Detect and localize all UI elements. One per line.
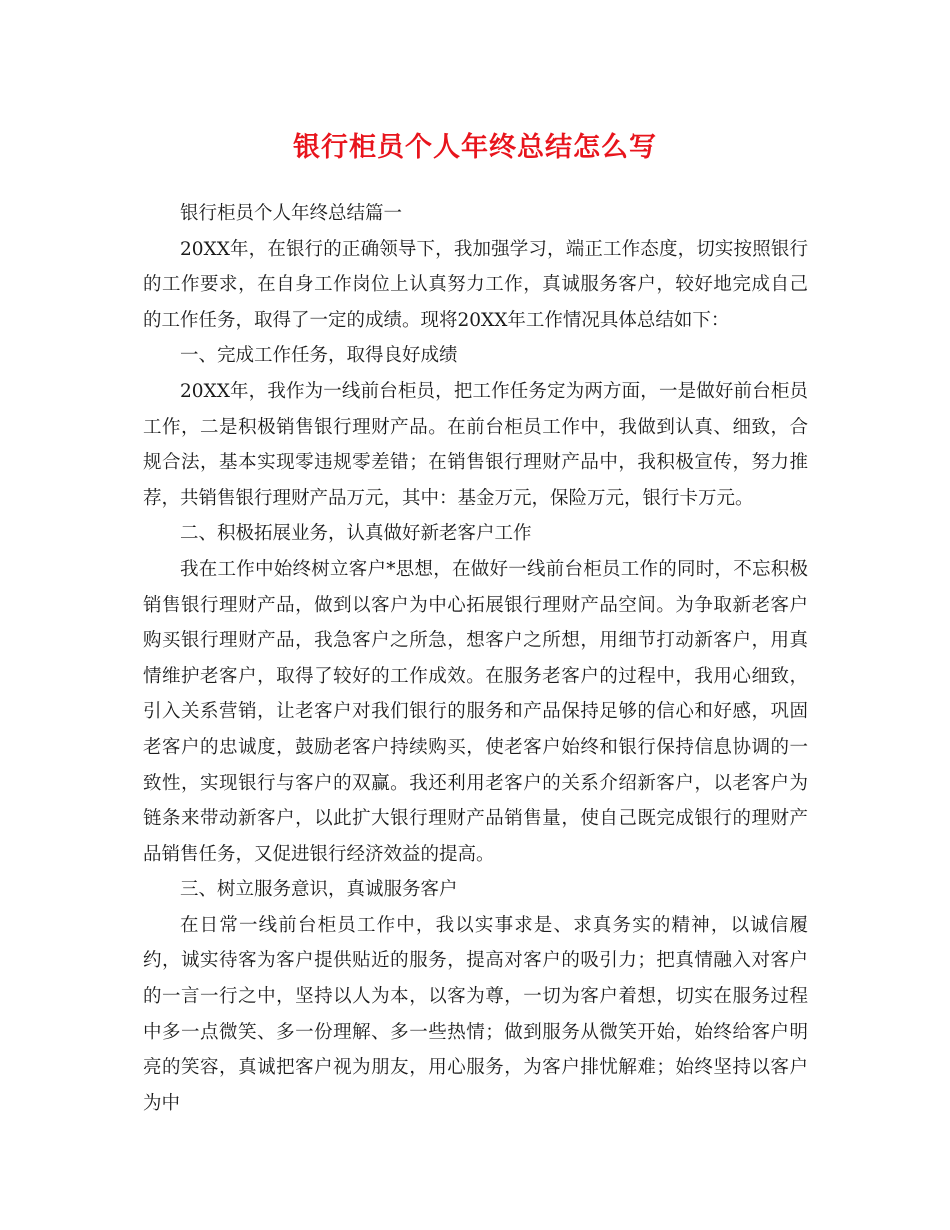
paragraph-heading-3: 三、树立服务意识，真诚服务客户 — [180, 879, 458, 901]
paragraph-heading-2: 二、积极拓展业务，认真做好新老客户工作 — [180, 523, 532, 545]
document-title: 银行柜员个人年终总结怎么写 — [293, 132, 657, 163]
paragraph-body-2: 我在工作中始终树立客户*思想，在做好一线前台柜员工作的同时，不忘积极销售银行理财产品，做到以客户为中心拓展银行理财产品空间。为争取新老客户购买银行理财产品，我急客户之所急，想客户之所想，用细节打动新客户，用真情维护老客户，取得了较好的工作成效。在服务老客户的过程中，我用心细致，引入关系营销，让老客户对我们银行的服务和产品保持足够的信心和好感，巩固老客户的忠诚度，鼓励老客户持续购买，使老客户始终和银行保持信息协调的一致性，实现银行与客户的双赢。我还利用老客户的关系介绍新客户，以老客户为链条来带动新客户，以此扩大银行理财产品销售量，使自己既完成银行的理财产品销售任务，又促进银行经济效益的提高。 — [143, 558, 808, 865]
paragraph-section-heading: 银行柜员个人年终总结篇一 — [180, 203, 403, 224]
paragraph-heading-1: 一、完成工作任务，取得良好成绩 — [180, 345, 458, 367]
paragraph-body-1: 20XX年，我作为一线前台柜员，把工作任务定为两方面，一是做好前台柜员工作，二是积极销售银行理财产品。在前台柜员工作中，我做到认真、细致，合规合法，基本实现零违规零差错；在销售银行理财产品中，我积极宣传，努力推荐，共销售银行理财产品万元，其中：基金万元，保险万元，银行卡万元。 — [143, 380, 808, 509]
paragraph-intro: 20XX年，在银行的正确领导下，我加强学习，端正工作态度，切实按照银行的工作要求，在自身工作岗位上认真努力工作，真诚服务客户，较好地完成自己的工作任务，取得了一定的成绩。现将20XX年工作情况具体总结如下： — [143, 238, 808, 331]
paragraph-body-3: 在日常一线前台柜员工作中，我以实事求是、求真务实的精神，以诚信履约，诚实待客为客户提供贴近的服务，提高对客户的吸引力；把真情融入对客户的一言一行之中，坚持以人为本，以客为尊，一切为客户着想，切实在服务过程中多一点微笑、多一份理解、多一些热情；做到服务从微笑开始，始终给客户明亮的笑容，真诚把客户视为朋友，用心服务，为客户排忧解难；始终坚持以客户为中 — [143, 914, 808, 1114]
document-body — [143, 196, 808, 1121]
